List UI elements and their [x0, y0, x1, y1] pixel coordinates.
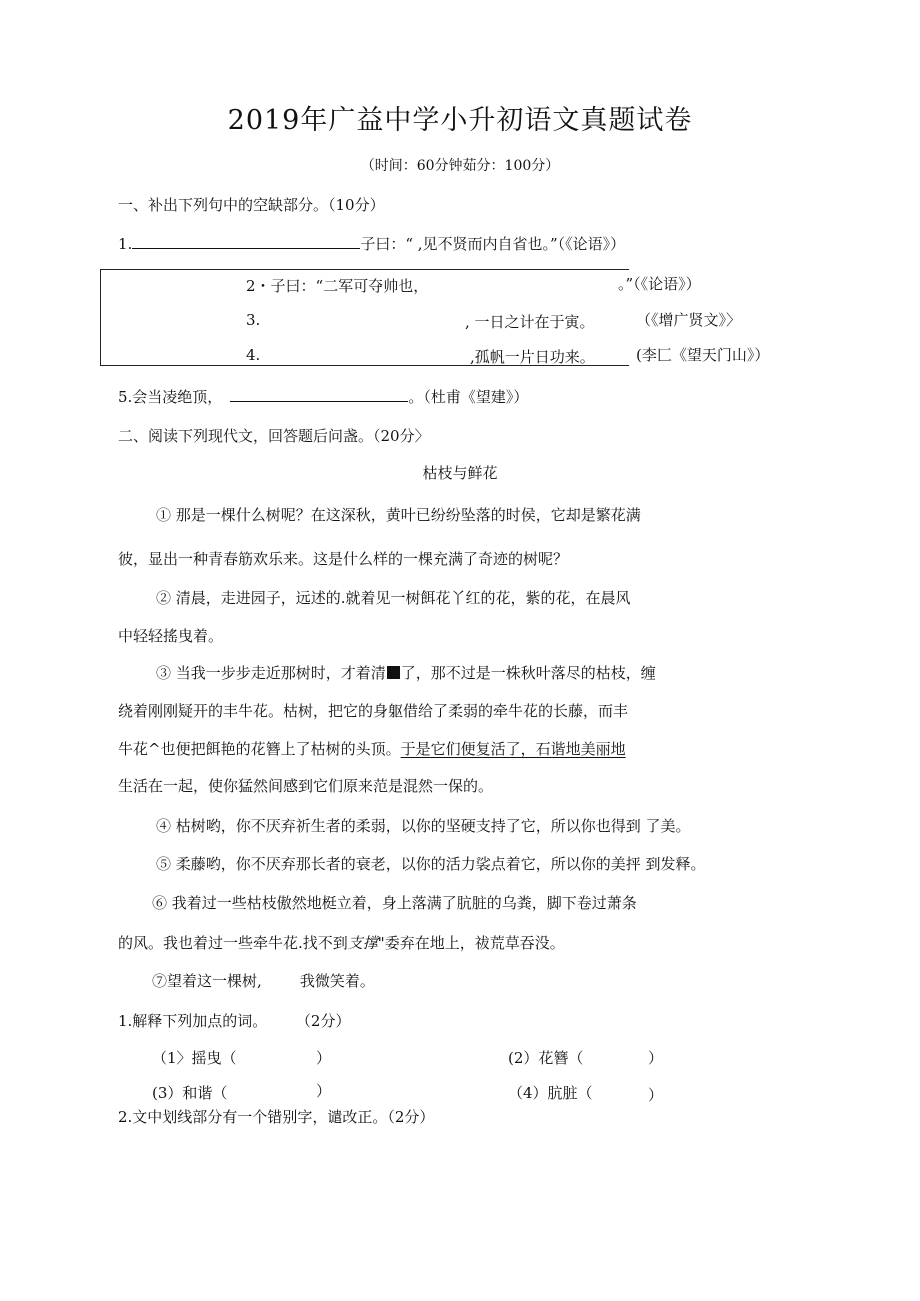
q1-text: 子曰：“ ,见不贤而内自省也。”（《论语》）: [360, 235, 626, 253]
paragraph-6-line-1: ⑥ 我着过一些枯枝傲然地梃立着，身上落满了肮脏的乌粪，脚下卷过萧条: [152, 894, 637, 912]
section2-heading: 二、阅读下列现代文，回答题后问盏。（20分〉: [118, 427, 430, 445]
paragraph-3-text-b: 了，那不过是一株秋叶落尽的枯枝，缠: [400, 664, 656, 682]
paragraph-5: ⑤ 柔藤哟，你不厌弃那长者的衰老，以你的活力裟点着它，所以你的美抨 到发释。: [156, 855, 706, 873]
q2-text: 2・子曰：“二军可夺帅也，: [246, 277, 429, 295]
paragraph-6-italic: 支撑": [347, 934, 385, 952]
q5-prefix: 5.会当凌绝顶，: [118, 388, 223, 406]
q1-blank[interactable]: [132, 234, 360, 249]
q1-item-2-label: (2）花簪（: [508, 1049, 584, 1067]
q5-line: [118, 386, 528, 407]
paragraph-7: ⑦望着这一棵树, 我微笑着。: [152, 972, 375, 990]
paragraph-6-text-b: 委弃在地上，祓荒草吞没。: [384, 934, 565, 952]
exam-info: （时间：60分钟茹分：100分）: [360, 158, 560, 174]
q2-source: 。”（《论语》）: [618, 275, 701, 293]
paragraph-3-text-a: ③ 当我一步步走近那树时，才着清: [156, 664, 386, 682]
question-2: 2.文中划线部分有一个错别字，谴改正。（2分）: [118, 1108, 435, 1126]
paragraph-3-text-c: 牛花^也便把餌艳的花簪上了枯树的头顶。: [118, 740, 401, 758]
underlined-sentence: 于是它们便复活了，石谐地美丽地: [400, 740, 626, 758]
q1-item-3-close: ）: [316, 1082, 332, 1100]
q1-item-1-label: （1〉摇曳（: [152, 1049, 237, 1067]
q1-item-1-close: ）: [316, 1049, 332, 1067]
q4-text: ,孤帆一片日功来。: [470, 348, 595, 366]
q1-line: [118, 233, 625, 254]
q4-number: 4.: [246, 346, 261, 364]
q3-number: 3.: [246, 311, 261, 329]
paragraph-1-line-2: 彼，显出一种青春筋欢乐来。这是什么样的一棵充满了奇迹的树呢？: [118, 550, 569, 568]
paragraph-4: ④ 枯树哟，你不厌弃祈生者的柔弱，以你的坚硬支持了它，所以你也得到 了美。: [156, 817, 691, 835]
paragraph-2-line-2: 中轻轻搖曳着。: [118, 627, 224, 645]
q1-item-4-close: ）: [648, 1086, 664, 1104]
paragraph-3-line-3: [118, 738, 626, 759]
q3-text: , 一日之计在于寅。: [465, 313, 595, 331]
section1-heading: 一、补出下列句中的空缺部分。（10分）: [118, 196, 385, 214]
paragraph-1-line-1: ① 那是一棵什么树呢？在这深秋，黄叶已纷纷坠落的时侯，它却是繁花满: [156, 506, 641, 524]
paragraph-3-line-4: 生活在一起，使你猛然间感到它们原来范是混然一保的。: [118, 777, 494, 795]
paragraph-3-line-1: [156, 662, 656, 683]
page-title: 2019年广益中学小升初语文真题试卷: [227, 105, 693, 136]
q5-suffix: 。（杜甫《望建》）: [408, 388, 529, 406]
q1-item-3-label: (3）和谐（: [152, 1084, 228, 1102]
paragraph-2-line-1: ② 清晨，走进园子，远述的.就着见一树餌花丫红的花，紫的花，在晨风: [156, 589, 631, 607]
essay-title: 枯枝与鲜花: [422, 464, 498, 482]
paragraph-3-line-2: 绕着刚刚疑开的丰牛花。枯树，把它的身躯借给了柔弱的牵牛花的长藤，而丰: [118, 702, 629, 720]
q1-number: 1.: [118, 235, 133, 253]
ink-blot-mark: [387, 666, 400, 679]
q1-item-2-close: ）: [648, 1049, 664, 1067]
q1-item-4-label: （4）肮脏（: [508, 1084, 593, 1102]
q5-blank[interactable]: [230, 387, 408, 402]
question-1: 1.解释下列加点的词。 （2分）: [118, 1012, 351, 1030]
q3-source: （《增广贤文》〉: [636, 311, 742, 329]
q4-source: (李匚《望天门山》）: [636, 346, 770, 364]
paragraph-6-text-a: 的风。我也着过一些牵牛花.找不到: [118, 934, 348, 952]
paragraph-6-line-2: [118, 932, 565, 953]
